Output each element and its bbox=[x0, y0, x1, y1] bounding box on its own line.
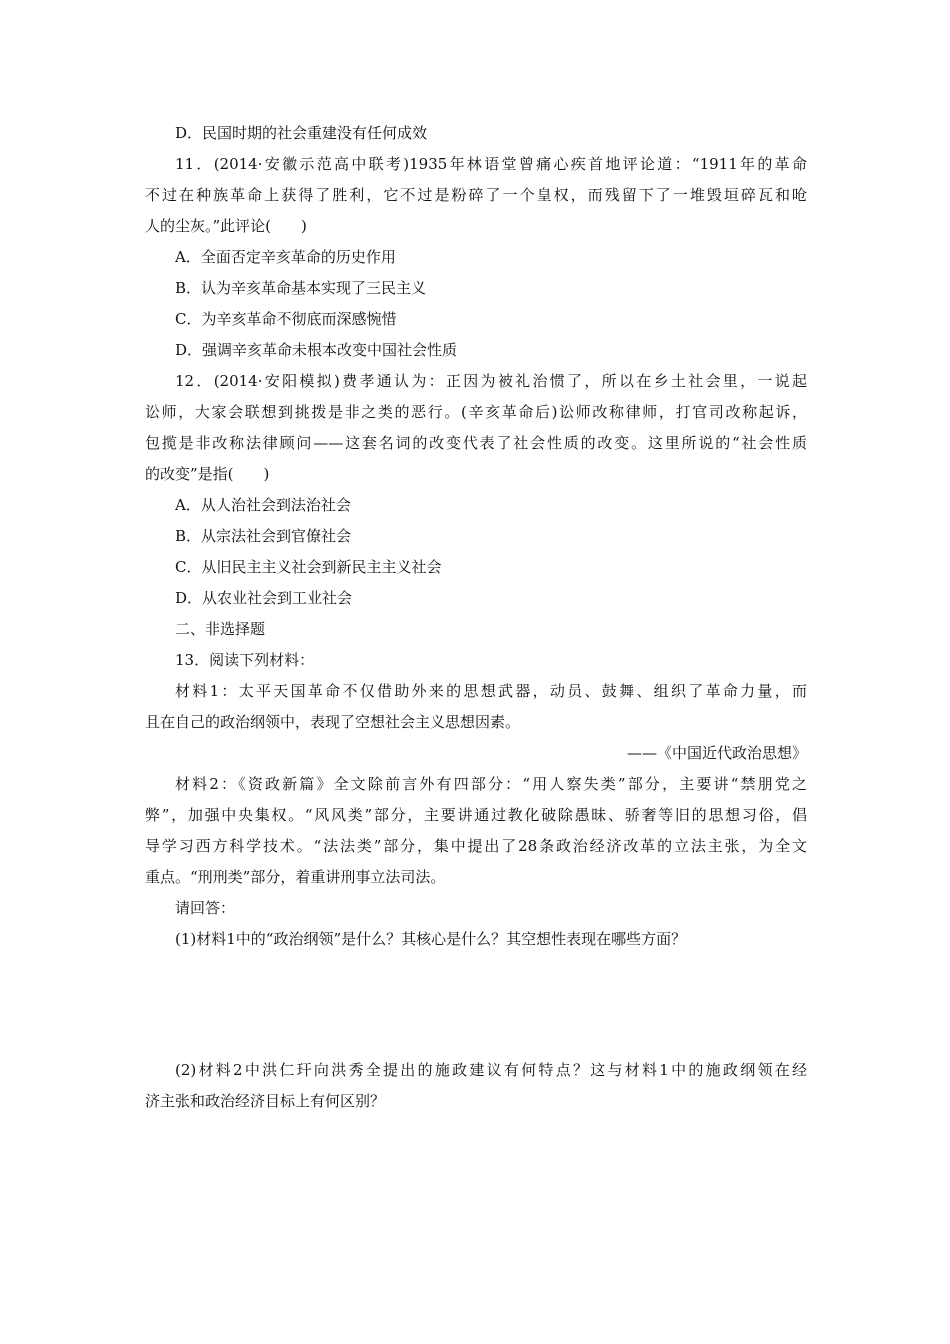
q11-stem-line-2: 不过在种族革命上获得了胜利，它不过是粉碎了一个皇权，而残留下了一堆毁垣碎瓦和呛 bbox=[145, 186, 807, 204]
q12-option-c: C．从旧民主主义社会到新民主主义社会 bbox=[175, 558, 442, 576]
q12-option-a: A．从人治社会到法治社会 bbox=[175, 496, 351, 514]
q12-stem-line-4: 的改变”是指( ) bbox=[145, 465, 270, 483]
q11-option-b: B．认为辛亥革命基本实现了三民主义 bbox=[175, 279, 427, 297]
q12-stem-line-1: 12．(2014·安阳模拟)费孝通认为：正因为被礼治惯了，所以在乡土社会里，一说起 bbox=[175, 372, 807, 390]
material-2-line-1: 材料2：《资政新篇》全文除前言外有四部分：“用人察失类”部分，主要讲“禁朋党之 bbox=[175, 775, 807, 793]
q13-subquestion-1: (1)材料1中的“政治纲领”是什么？其核心是什么？其空想性表现在哪些方面？ bbox=[175, 930, 687, 948]
q13-subquestion-2-line-2: 济主张和政治经济目标上有何区别？ bbox=[145, 1092, 386, 1110]
q12-stem-line-3: 包揽是非改称法律顾问——这套名词的改变代表了社会性质的改变。这里所说的“社会性质 bbox=[145, 434, 807, 452]
q11-stem-line-3: 人的尘灰。”此评论( ) bbox=[145, 217, 307, 235]
material-2-line-2: 弊”，加强中央集权。“风风类”部分，主要讲通过教化破除愚昧、骄奢等旧的思想习俗，倡 bbox=[145, 806, 807, 824]
q11-stem-line-1: 11．(2014·安徽示范高中联考)1935年林语堂曾痛心疾首地评论道：“1911年的革命 bbox=[175, 155, 807, 173]
q12-option-b: B．从宗法社会到官僚社会 bbox=[175, 527, 352, 545]
material-2-line-4: 重点。“刑刑类”部分，着重讲刑事立法司法。 bbox=[145, 868, 446, 886]
section-heading: 二、非选择题 bbox=[175, 620, 266, 638]
q11-option-d: D．强调辛亥革命未根本改变中国社会性质 bbox=[175, 341, 458, 359]
q10-option-d: D．民国时期的社会重建没有任何成效 bbox=[175, 124, 428, 142]
material-1-line-1: 材料1：太平天国革命不仅借助外来的思想武器，动员、鼓舞、组织了革命力量，而 bbox=[175, 682, 807, 700]
material-1-line-2: 且在自己的政治纲领中，表现了空想社会主义思想因素。 bbox=[145, 713, 521, 731]
q11-option-a: A．全面否定辛亥革命的历史作用 bbox=[175, 248, 396, 266]
q12-option-d: D．从农业社会到工业社会 bbox=[175, 589, 353, 607]
material-2-line-3: 导学习西方科学技术。“法法类”部分，集中提出了28条政治经济改革的立法主张，为全文 bbox=[145, 837, 807, 855]
material-1-source: ——《中国近代政治思想》 bbox=[626, 744, 807, 762]
q13-subquestion-2-line-1: (2)材料2中洪仁玕向洪秀全提出的施政建议有何特点？这与材料1中的施政纲领在经 bbox=[175, 1061, 807, 1079]
q13-prompt: 13．阅读下列材料： bbox=[175, 651, 315, 669]
answer-prompt: 请回答： bbox=[175, 899, 236, 917]
q11-option-c: C．为辛亥革命不彻底而深感惋惜 bbox=[175, 310, 397, 328]
q12-stem-line-2: 讼师，大家会联想到挑拨是非之类的恶行。(辛亥革命后)讼师改称律师，打官司改称起诉， bbox=[145, 403, 807, 421]
